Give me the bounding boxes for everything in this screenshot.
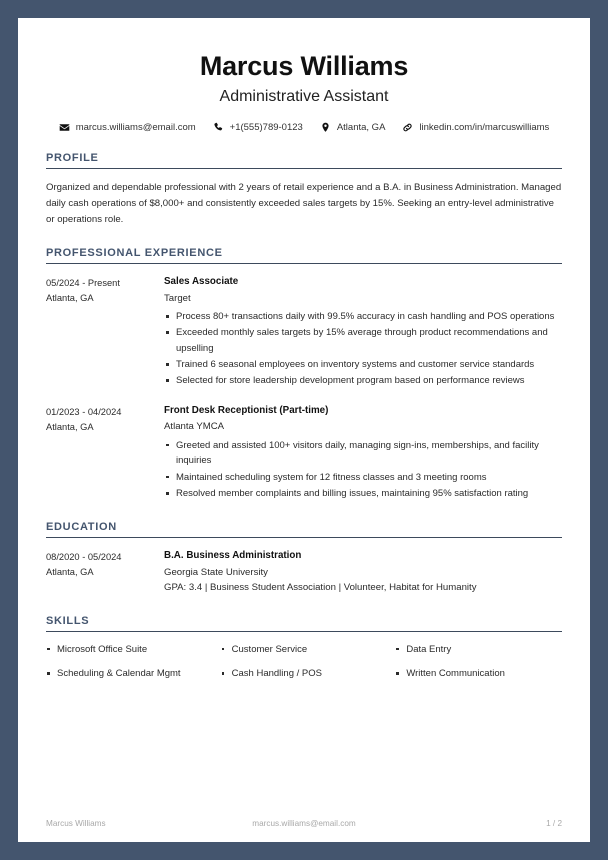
list-item: Cash Handling / POS <box>221 667 388 681</box>
experience-entry-meta <box>46 404 164 435</box>
experience-entry-role: Sales Associate <box>164 275 239 287</box>
contact-phone-text: +1(555)789-0123 <box>229 122 303 134</box>
footer-email: marcus.williams@email.com <box>252 819 356 828</box>
contact-row <box>46 122 562 133</box>
contact-email[interactable] <box>59 122 196 133</box>
resume-page <box>18 18 590 842</box>
location-pin-icon <box>320 122 331 133</box>
list-item: Data Entry <box>395 643 562 657</box>
section-profile <box>46 152 562 227</box>
experience-entry-organization: Atlanta YMCA <box>164 421 225 433</box>
list-item: Exceeded monthly sales targets by 15% average through product recommendations and upselling <box>164 325 562 356</box>
experience-entry-bullets <box>164 438 562 502</box>
experience-entry <box>46 275 562 390</box>
list-item: Scheduling & Calendar Mgmt <box>46 667 213 681</box>
section-skills <box>46 615 562 682</box>
resume-header <box>46 50 562 133</box>
list-item: Process 80+ transactions daily with 99.5% accuracy in cash handling and POS operations <box>164 309 562 324</box>
section-title-profile: PROFILE <box>46 152 562 169</box>
contact-email-text: marcus.williams@email.com <box>75 122 196 134</box>
education-entry-degree: B.A. Business Administration <box>164 550 302 562</box>
education-entry-location: Atlanta, GA <box>46 567 94 578</box>
list-item: Trained 6 seasonal employees on inventory systems and customer service standards <box>164 357 562 372</box>
list-item: Written Communication <box>395 667 562 681</box>
list-item: Greeted and assisted 100+ visitors daily, managing sign-ins, memberships, and facility inquiries <box>164 438 562 469</box>
contact-location-text: Atlanta, GA <box>336 122 386 134</box>
footer-name: Marcus Williams <box>46 819 106 828</box>
contact-linkedin[interactable] <box>402 122 549 133</box>
section-title-education: EDUCATION <box>46 521 562 538</box>
list-item: Resolved member complaints and billing issues, maintaining 95% satisfaction rating <box>164 486 562 501</box>
candidate-name: Marcus Williams <box>199 51 409 81</box>
envelope-icon <box>59 122 70 133</box>
footer-page-number: 1 / 2 <box>546 819 562 828</box>
list-item: Customer Service <box>221 643 388 657</box>
page-footer <box>18 819 590 828</box>
list-item: Selected for store leadership development program based on performance reviews <box>164 373 562 388</box>
skills-grid <box>46 643 562 682</box>
candidate-job-title: Administrative Assistant <box>219 88 389 106</box>
section-education <box>46 521 562 595</box>
section-experience <box>46 247 562 502</box>
experience-entry-role: Front Desk Receptionist (Part-time) <box>164 404 329 416</box>
experience-entry-dates: 05/2024 - Present <box>46 277 120 288</box>
section-title-experience: PROFESSIONAL EXPERIENCE <box>46 247 562 264</box>
resume-content <box>18 18 590 681</box>
contact-phone[interactable] <box>213 122 303 133</box>
phone-icon <box>213 122 224 133</box>
education-entry-meta <box>46 549 164 580</box>
contact-location <box>320 122 386 133</box>
contact-linkedin-text: linkedin.com/in/marcuswilliams <box>419 122 550 134</box>
experience-entry <box>46 404 562 503</box>
education-entry-institution: Georgia State University <box>164 567 268 578</box>
experience-entry-location: Atlanta, GA <box>46 421 94 432</box>
link-icon <box>402 122 413 133</box>
education-entry-details: GPA: 3.4 | Business Student Association | Volunteer, Habitat for Humanity <box>164 582 477 594</box>
experience-entry-meta <box>46 275 164 306</box>
experience-entry-location: Atlanta, GA <box>46 292 94 303</box>
experience-entry-organization: Target <box>164 292 191 304</box>
education-entry <box>46 549 562 595</box>
list-item: Microsoft Office Suite <box>46 643 213 657</box>
profile-summary-text: Organized and dependable professional with 2 years of retail experience and a B.A. in Business Administration. Managed daily cash operations of $8,000+ and consistently exceeded sales targets by 15%. Seeking an entry-level administrative or operations role. <box>46 182 562 226</box>
section-title-skills: SKILLS <box>46 615 562 632</box>
experience-entry-bullets <box>164 309 562 389</box>
list-item: Maintained scheduling system for 12 fitness classes and 3 meeting rooms <box>164 470 562 485</box>
education-entry-dates: 08/2020 - 05/2024 <box>46 552 122 563</box>
experience-entry-dates: 01/2023 - 04/2024 <box>46 406 122 417</box>
